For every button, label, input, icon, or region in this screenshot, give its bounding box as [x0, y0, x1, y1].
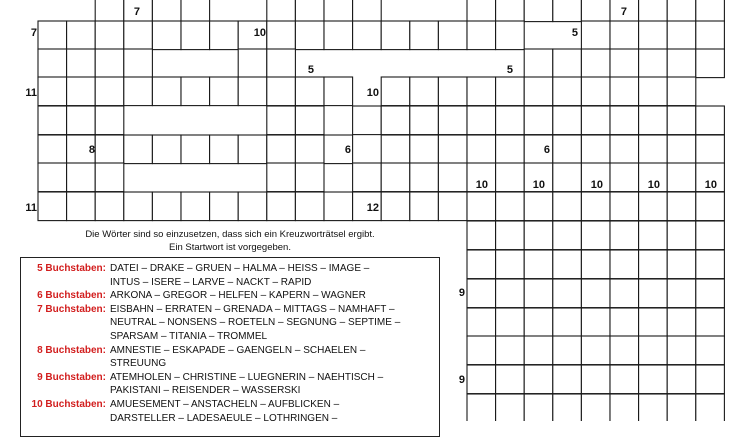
grid-cell[interactable]	[696, 49, 725, 78]
grid-cell[interactable]	[295, 21, 324, 50]
grid-cell[interactable]	[324, 192, 353, 221]
grid-cell[interactable]	[581, 106, 610, 135]
grid-cell[interactable]	[353, 163, 382, 192]
grid-cell[interactable]	[267, 106, 296, 135]
grid-cell[interactable]	[610, 192, 639, 221]
grid-cell[interactable]	[210, 192, 239, 221]
grid-cell[interactable]	[581, 192, 610, 221]
grid-cell[interactable]	[152, 21, 181, 50]
grid-cell[interactable]	[696, 0, 725, 22]
grid-cell[interactable]	[210, 77, 239, 106]
marker-7-row-a: 7	[30, 27, 37, 39]
word-list-line: STREUUNG	[110, 358, 167, 370]
grid-cell[interactable]	[267, 192, 296, 221]
grid-cell[interactable]	[696, 336, 725, 365]
grid-cell[interactable]	[152, 77, 181, 106]
grid-cell[interactable]	[467, 135, 496, 164]
grid-cell[interactable]	[496, 106, 525, 135]
grid-cell[interactable]	[95, 192, 124, 221]
grid-cell[interactable]	[524, 394, 553, 421]
grid-cell[interactable]	[696, 394, 725, 421]
grid-cell[interactable]	[696, 21, 725, 50]
grid-cell[interactable]	[524, 336, 553, 365]
grid-cell[interactable]	[438, 77, 467, 106]
grid-cell[interactable]	[581, 49, 610, 78]
grid-cell[interactable]	[381, 21, 410, 50]
grid-cell[interactable]	[524, 279, 553, 308]
grid-cell[interactable]	[267, 21, 296, 50]
marker-10-col-3: 10	[590, 179, 603, 191]
grid-cell[interactable]	[324, 21, 353, 50]
grid-cell[interactable]	[639, 365, 668, 394]
grid-cell[interactable]	[467, 77, 496, 106]
grid-cell[interactable]	[295, 77, 324, 106]
marker-8-row-e: 8	[88, 144, 95, 156]
grid-cell[interactable]	[324, 77, 353, 106]
grid-cell[interactable]	[381, 106, 410, 135]
grid-cell[interactable]	[524, 365, 553, 394]
grid-cell[interactable]	[410, 163, 439, 192]
marker-6-row-e-right: 6	[543, 144, 550, 156]
grid-cell[interactable]	[181, 21, 210, 50]
grid-cell[interactable]	[581, 0, 610, 22]
grid-cell[interactable]	[496, 221, 525, 250]
grid-cell[interactable]	[181, 77, 210, 106]
grid-cell[interactable]	[553, 0, 582, 22]
grid-cell[interactable]	[467, 106, 496, 135]
word-length-heading: 9 Buchstaben:	[37, 371, 106, 383]
grid-cell[interactable]	[667, 394, 696, 421]
marker-5-col-mid: 5	[506, 64, 513, 76]
grid-cell[interactable]	[696, 308, 725, 337]
grid-cell[interactable]	[238, 77, 267, 106]
word-list-line: EISBAHN – ERRATEN – GRENADA – MITTAGS – NAMHAFT –	[110, 303, 395, 315]
grid-cell[interactable]	[696, 192, 725, 221]
word-list-line: DARSTELLER – LADESAEULE – LOTHRINGEN –	[110, 412, 338, 424]
grid-cell[interactable]	[38, 106, 67, 135]
marker-5-col-left: 5	[307, 64, 314, 76]
grid-cell[interactable]	[667, 0, 696, 22]
grid-cell[interactable]	[639, 106, 668, 135]
grid-cell[interactable]	[267, 135, 296, 164]
marker-10-col-4: 10	[647, 179, 660, 191]
grid-cell[interactable]	[553, 308, 582, 337]
grid-cell[interactable]	[124, 192, 153, 221]
grid-cell[interactable]	[124, 49, 153, 78]
grid-cell[interactable]	[553, 192, 582, 221]
grid-cell[interactable]	[381, 135, 410, 164]
grid-cell[interactable]	[639, 394, 668, 421]
grid-cell[interactable]	[267, 0, 296, 22]
grid-cell[interactable]	[124, 135, 153, 164]
word-list-line: SPARSAM – TITANIA – TROMMEL	[110, 331, 268, 342]
grid-cell[interactable]	[639, 0, 668, 22]
grid-cell[interactable]	[210, 21, 239, 50]
grid-cell[interactable]	[610, 250, 639, 279]
grid-cell[interactable]	[410, 77, 439, 106]
word-list-line: ARKONA – GREGOR – HELFEN – KAPERN – WAGNER	[110, 290, 366, 302]
grid-cell[interactable]	[353, 0, 382, 22]
grid-cell[interactable]	[124, 77, 153, 106]
grid-cell[interactable]	[181, 192, 210, 221]
grid-cell[interactable]	[496, 336, 525, 365]
marker-11-row-c: 11	[25, 87, 37, 99]
grid-cell[interactable]	[610, 21, 639, 50]
marker-7-top-right: 7	[620, 6, 627, 18]
grid-cell[interactable]	[696, 250, 725, 279]
grid-cell[interactable]	[639, 221, 668, 250]
grid-cell[interactable]	[95, 135, 124, 164]
grid-cell[interactable]	[267, 49, 296, 78]
grid-cell[interactable]	[524, 77, 553, 106]
grid-cell[interactable]	[524, 221, 553, 250]
grid-cell[interactable]	[667, 365, 696, 394]
grid-cell[interactable]	[610, 135, 639, 164]
grid-cell[interactable]	[610, 279, 639, 308]
grid-cell[interactable]	[524, 250, 553, 279]
marker-10-col-2: 10	[532, 179, 545, 191]
grid-cell[interactable]	[410, 192, 439, 221]
word-list-line: AMUESEMENT – ANSTACHELN – AUFBLICKEN –	[110, 399, 340, 410]
grid-cell[interactable]	[381, 77, 410, 106]
grid-cell[interactable]	[667, 49, 696, 78]
grid-cell[interactable]	[181, 0, 210, 22]
grid-cell[interactable]	[38, 192, 67, 221]
grid-cell[interactable]	[610, 77, 639, 106]
word-list-box	[20, 257, 440, 437]
grid-cell[interactable]	[696, 221, 725, 250]
grid-cell[interactable]	[581, 394, 610, 421]
word-list-line: DATEI – DRAKE – GRUEN – HALMA – HEISS – IMAGE –	[110, 263, 370, 274]
grid-cell[interactable]	[324, 0, 353, 22]
grid-cell[interactable]	[667, 192, 696, 221]
grid-cell[interactable]	[67, 21, 96, 50]
grid-cell[interactable]	[467, 21, 496, 50]
grid-cell[interactable]	[267, 163, 296, 192]
grid-cell[interactable]	[667, 77, 696, 106]
grid-cell[interactable]	[152, 0, 181, 22]
grid-cell[interactable]	[152, 135, 181, 164]
grid-cell[interactable]	[553, 163, 582, 192]
grid-cell[interactable]	[295, 0, 324, 22]
grid-cell[interactable]	[38, 21, 67, 50]
grid-cell[interactable]	[38, 163, 67, 192]
grid-cell[interactable]	[496, 192, 525, 221]
marker-10-row-c: 10	[366, 87, 379, 99]
grid-cell[interactable]	[581, 135, 610, 164]
grid-cell[interactable]	[496, 250, 525, 279]
grid-cell[interactable]	[610, 49, 639, 78]
grid-cell[interactable]	[438, 106, 467, 135]
grid-cell[interactable]	[639, 77, 668, 106]
grid-cell[interactable]	[181, 135, 210, 164]
grid-cell[interactable]	[524, 192, 553, 221]
grid-cell[interactable]	[581, 250, 610, 279]
grid-cell[interactable]	[581, 279, 610, 308]
grid-cell[interactable]	[95, 0, 124, 22]
grid-cell[interactable]	[610, 221, 639, 250]
grid-cell[interactable]	[610, 308, 639, 337]
grid-cell[interactable]	[238, 135, 267, 164]
grid-cell[interactable]	[67, 192, 96, 221]
grid-cell[interactable]	[553, 336, 582, 365]
grid-cell[interactable]	[496, 365, 525, 394]
grid-cell[interactable]	[553, 279, 582, 308]
grid-cell[interactable]	[267, 77, 296, 106]
grid-cell[interactable]	[410, 135, 439, 164]
grid-cell[interactable]	[38, 77, 67, 106]
grid-cell[interactable]	[553, 106, 582, 135]
grid-cell[interactable]	[67, 49, 96, 78]
grid-cell[interactable]	[524, 308, 553, 337]
grid-cell[interactable]	[667, 106, 696, 135]
grid-cell[interactable]	[124, 21, 153, 50]
grid-cell[interactable]	[467, 336, 496, 365]
marker-6-row-e-mid: 6	[344, 144, 351, 156]
grid-cell[interactable]	[467, 192, 496, 221]
grid-cell[interactable]	[210, 135, 239, 164]
grid-cell[interactable]	[410, 106, 439, 135]
word-list-line: PAKISTANI – REISENDER – WASSERSKI	[110, 385, 301, 397]
marker-10-col-1: 10	[475, 179, 488, 191]
grid-cell[interactable]	[38, 135, 67, 164]
grid-cell[interactable]	[639, 135, 668, 164]
grid-cell[interactable]	[381, 192, 410, 221]
grid-cell[interactable]	[467, 279, 496, 308]
word-list-line: INTUS – ISERE – LARVE – NACKT – RAPID	[110, 276, 312, 288]
grid-cell[interactable]	[496, 0, 525, 22]
grid-cell[interactable]	[496, 163, 525, 192]
grid-cell[interactable]	[581, 365, 610, 394]
grid-cell[interactable]	[667, 279, 696, 308]
word-length-heading: 5 Buchstaben:	[37, 263, 106, 274]
grid-cell[interactable]	[639, 308, 668, 337]
grid-cell[interactable]	[639, 250, 668, 279]
grid-cell[interactable]	[696, 135, 725, 164]
grid-cell[interactable]	[152, 192, 181, 221]
grid-cell[interactable]	[438, 192, 467, 221]
grid-cell[interactable]	[524, 106, 553, 135]
grid-cell[interactable]	[67, 163, 96, 192]
marker-11-row-g: 11	[25, 202, 37, 214]
grid-cell[interactable]	[467, 250, 496, 279]
word-length-heading: 8 Buchstaben:	[37, 344, 106, 356]
grid-cell[interactable]	[438, 163, 467, 192]
grid-cell[interactable]	[95, 21, 124, 50]
word-list-line: NEUTRAL – NONSENS – ROETELN – SEGNUNG – SEPTIME –	[110, 317, 401, 329]
grid-cell[interactable]	[581, 308, 610, 337]
grid-cell[interactable]	[496, 279, 525, 308]
grid-cell[interactable]	[238, 49, 267, 78]
grid-cell[interactable]	[353, 106, 382, 135]
grid-cell[interactable]	[295, 135, 324, 164]
grid-cell[interactable]	[667, 163, 696, 192]
grid-cell[interactable]	[639, 279, 668, 308]
grid-cell[interactable]	[610, 394, 639, 421]
grid-cell[interactable]	[553, 49, 582, 78]
grid-cell[interactable]	[581, 336, 610, 365]
instructions-line-1: Die Wörter sind so einzusetzen, dass sich ein Kreuzworträtsel ergibt.	[85, 229, 375, 240]
grid-cell[interactable]	[496, 394, 525, 421]
grid-cell[interactable]	[696, 106, 725, 135]
grid-cell[interactable]	[38, 49, 67, 78]
grid-cell[interactable]	[667, 221, 696, 250]
grid-cell[interactable]	[410, 21, 439, 50]
marker-9-upper: 9	[458, 287, 465, 299]
grid-cell[interactable]	[639, 336, 668, 365]
grid-cell[interactable]	[696, 365, 725, 394]
word-list-line: AMNESTIE – ESKAPADE – GAENGELN – SCHAELEN –	[110, 344, 366, 356]
grid-cell[interactable]	[238, 192, 267, 221]
grid-cell[interactable]	[553, 221, 582, 250]
grid-cell[interactable]	[667, 135, 696, 164]
marker-10-col-5: 10	[704, 179, 717, 191]
grid-cell[interactable]	[496, 308, 525, 337]
grid-cell[interactable]	[553, 250, 582, 279]
grid-cell[interactable]	[667, 308, 696, 337]
marker-7-top-left: 7	[133, 6, 140, 18]
grid-cell[interactable]	[467, 221, 496, 250]
grid-cell[interactable]	[696, 279, 725, 308]
grid-cell[interactable]	[295, 106, 324, 135]
grid-cell[interactable]	[553, 135, 582, 164]
grid-cell[interactable]	[581, 21, 610, 50]
grid-cell[interactable]	[524, 0, 553, 22]
grid-cell[interactable]	[467, 394, 496, 421]
word-length-heading: 7 Buchstaben:	[37, 303, 106, 315]
grid-cell[interactable]	[438, 135, 467, 164]
grid-cell[interactable]	[467, 308, 496, 337]
grid-cell[interactable]	[667, 21, 696, 50]
word-list-line: ATEMHOLEN – CHRISTINE – LUEGNERIN – NAEHTISCH –	[110, 371, 384, 383]
grid-cell[interactable]	[95, 77, 124, 106]
grid-cell[interactable]	[353, 21, 382, 50]
grid-cell[interactable]	[467, 365, 496, 394]
grid-cell[interactable]	[496, 135, 525, 164]
grid-cell[interactable]	[295, 192, 324, 221]
grid-cell[interactable]	[639, 21, 668, 50]
grid-cell[interactable]	[639, 192, 668, 221]
grid-cell[interactable]	[581, 221, 610, 250]
grid-cell[interactable]	[381, 163, 410, 192]
grid-cell[interactable]	[67, 106, 96, 135]
grid-cell[interactable]	[496, 77, 525, 106]
grid-cell[interactable]	[295, 163, 324, 192]
grid-cell[interactable]	[610, 365, 639, 394]
grid-cell[interactable]	[95, 163, 124, 192]
marker-5-row-a-right: 5	[571, 27, 578, 39]
grid-cell[interactable]	[67, 77, 96, 106]
grid-cell[interactable]	[467, 0, 496, 22]
marker-9-lower: 9	[458, 374, 465, 386]
grid-cell[interactable]	[553, 365, 582, 394]
grid-cell[interactable]	[610, 106, 639, 135]
grid-cell[interactable]	[438, 21, 467, 50]
grid-cell[interactable]	[524, 49, 553, 78]
grid-cell[interactable]	[553, 394, 582, 421]
grid-cell[interactable]	[553, 77, 582, 106]
instructions	[20, 228, 440, 254]
word-length-heading: 6 Buchstaben:	[37, 290, 106, 302]
word-length-heading: 10 Buchstaben:	[31, 399, 106, 410]
instructions-line-2: Ein Startwort ist vorgegeben.	[169, 242, 291, 253]
grid-cell[interactable]	[496, 21, 525, 50]
grid-cell[interactable]	[667, 336, 696, 365]
grid-cell[interactable]	[639, 49, 668, 78]
grid-cell[interactable]	[95, 49, 124, 78]
grid-cell[interactable]	[95, 106, 124, 135]
marker-10-row-a: 10	[253, 27, 266, 39]
marker-12-row-g: 12	[366, 202, 379, 214]
grid-cell[interactable]	[610, 336, 639, 365]
grid-cell[interactable]	[610, 163, 639, 192]
grid-cell[interactable]	[581, 77, 610, 106]
grid-cell[interactable]	[667, 250, 696, 279]
